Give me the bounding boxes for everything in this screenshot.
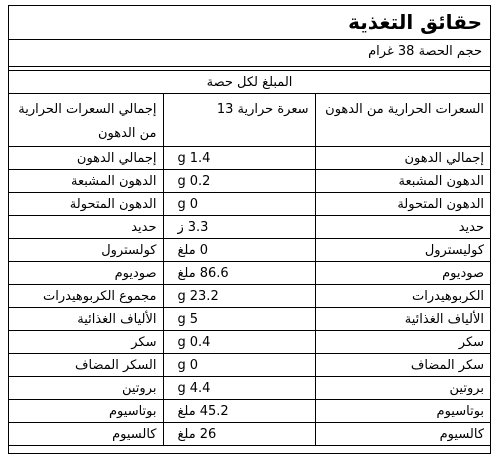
table-row [9,308,490,331]
nutrient-name: بوتاسيوم [315,400,490,423]
serving-size-row [9,40,490,67]
nutrient-unit: g [177,173,186,189]
table-row [9,423,490,446]
nutrient-unit: g [177,311,186,327]
nutrient-amount [163,262,315,285]
nutrient-amount [163,285,315,308]
table-row [9,331,490,354]
nutrient-label-left: كولسترول [9,239,163,262]
nutrient-unit: g [177,334,186,350]
nutrient-name: الدهون المشبعة [315,170,490,193]
table-row [9,216,490,239]
nutrient-amount [163,193,315,216]
nutrient-amount [163,377,315,400]
nutrient-value: 0 [189,357,199,373]
table-row [9,170,490,193]
nutrient-value: 0 [189,196,199,212]
nutrient-value: 23.2 [189,288,219,304]
nutrient-value: 3.3 [187,219,209,235]
nutrient-label-left: الألياف الغذائية [9,308,163,331]
table-row [9,285,490,308]
nutrient-name: كالسيوم [315,423,490,446]
table-row [9,239,490,262]
table-row [9,354,490,377]
nutrient-value: 0.4 [189,334,211,350]
nutrient-name: بروتين [315,377,490,400]
nutrient-name: إجمالي الدهون [315,147,490,170]
per-serving-header: المبلغ لكل حصة [9,71,490,94]
nutrient-label-left: بوتاسيوم [9,400,163,423]
table-row [9,377,490,400]
nutrient-unit: ملغ [177,242,196,258]
nutrient-unit: ز [177,219,184,235]
title-bar [9,6,490,40]
table-row [9,193,490,216]
nutrient-label-left: الدهون المشبعة [9,170,163,193]
nutrient-value: 0 [199,242,208,258]
nutrition-table [9,71,490,446]
nutrient-amount [163,216,315,239]
nutrient-amount [163,400,315,423]
nutrient-unit: g [177,150,186,166]
nutrient-amount [163,170,315,193]
nutrient-unit: g [177,196,186,212]
nutrient-amount [163,308,315,331]
nutrient-name: كوليسترول [315,239,490,262]
serving-size-text: حجم الحصة 38 غرام [368,44,482,59]
per-serving-header-row [9,71,490,94]
nutrient-label-left: إجمالي الدهون [9,147,163,170]
total-calories-from-fat-header: إجمالي السعرات الحرارية من الدهون [9,94,163,147]
nutrient-label-left: مجموع الكربوهيدرات [9,285,163,308]
nutrient-name: سكر المضاف [315,354,490,377]
nutrient-label-left: كالسيوم [9,423,163,446]
nutrient-value: 4.4 [189,380,211,396]
nutrient-name: الدهون المتحولة [315,193,490,216]
nutrient-unit: ملغ [177,403,196,419]
nutrient-amount [163,354,315,377]
table-row [9,400,490,423]
nutrient-amount [163,423,315,446]
nutrient-amount [163,239,315,262]
calories-header: سعرة حرارية 13 [163,94,315,147]
nutrient-value: 5 [189,311,199,327]
nutrient-label-left: السكر المضاف [9,354,163,377]
nutrient-value: 1.4 [189,150,211,166]
nutrient-amount [163,331,315,354]
nutrient-label-left: حديد [9,216,163,239]
nutrient-label-left: سكر [9,331,163,354]
nutrient-name: حديد [315,216,490,239]
nutrition-facts-label [8,5,491,454]
nutrient-unit: g [177,357,186,373]
nutrient-name: الكربوهيدرات [315,285,490,308]
table-row [9,262,490,285]
nutrient-rows [9,147,490,446]
nutrient-label-left: الدهون المتحولة [9,193,163,216]
calories-from-fat-header: السعرات الحرارية من الدهون [315,94,490,147]
nutrient-value: 26 [199,426,217,442]
nutrient-name: سكر [315,331,490,354]
nutrient-label-left: بروتين [9,377,163,400]
nutrient-name: الألياف الغذائية [315,308,490,331]
nutrient-unit: g [177,380,186,396]
nutrient-name: صوديوم [315,262,490,285]
nutrient-value: 86.6 [199,265,229,281]
nutrient-value: 0.2 [189,173,211,189]
nutrient-unit: g [177,288,186,304]
nutrient-unit: ملغ [177,265,196,281]
nutrient-label-left: صوديوم [9,262,163,285]
nutrient-unit: ملغ [177,426,196,442]
label-title: حقائق التغذية [348,10,482,34]
nutrient-amount [163,147,315,170]
table-row [9,147,490,170]
column-headers-row [9,94,490,147]
nutrient-value: 45.2 [199,403,229,419]
